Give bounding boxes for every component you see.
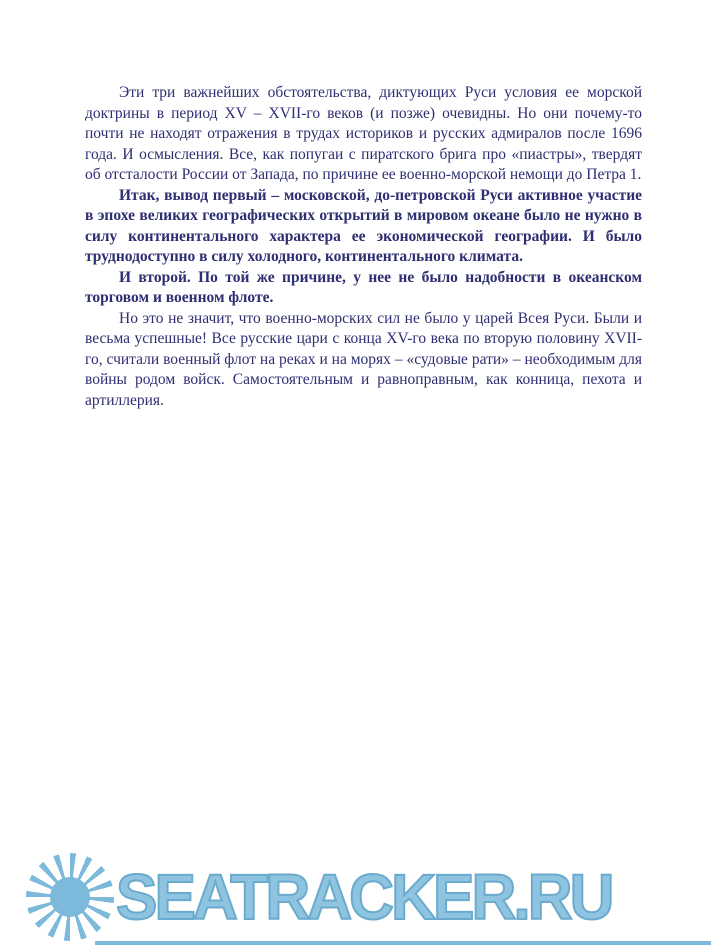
- paragraph: Итак, вывод первый – московской, до-петровской Руси активное участие в эпохе великих географических открытий в мировом океане было не нужно в силу континентального характера ее экономической географии. И было труднодоступно в силу холодного, континентального климата.: [85, 186, 642, 265]
- watermark-underline: [95, 941, 711, 945]
- watermark-text: SEATRACKER.RU: [116, 861, 612, 933]
- paragraph: И второй. По той же причине, у нее не было надобности в океанском торговом и военном флоте.: [85, 268, 642, 306]
- text-block: [85, 83, 642, 411]
- paragraph: Эти три важнейших обстоятельства, диктующих Руси условия ее морской доктрины в период XV – XVII-го веков (и позже) очевидны. Но они почему-то почти не находят отражения в трудах историков и русских адмиралов после 1696 года. И осмысления. Все, как попугаи с пиратского брига про «пиастры», твердят об отсталости России от Запада, по причине ее военно-морской немощи до Петра 1.: [85, 84, 642, 183]
- paragraph: Но это не значит, что военно-морских сил не было у царей Всея Руси. Были и весьма успешные! Все русские цари с конца XV-го века по вторую половину XVII-го, считали военный флот на реках и на морях – «судовые рати» – необходимым для войны родом войск. Самостоятельным и равноправным, как конница, пехота и артиллерия.: [85, 309, 642, 409]
- sunburst-icon: [26, 853, 114, 941]
- watermark: [26, 853, 711, 941]
